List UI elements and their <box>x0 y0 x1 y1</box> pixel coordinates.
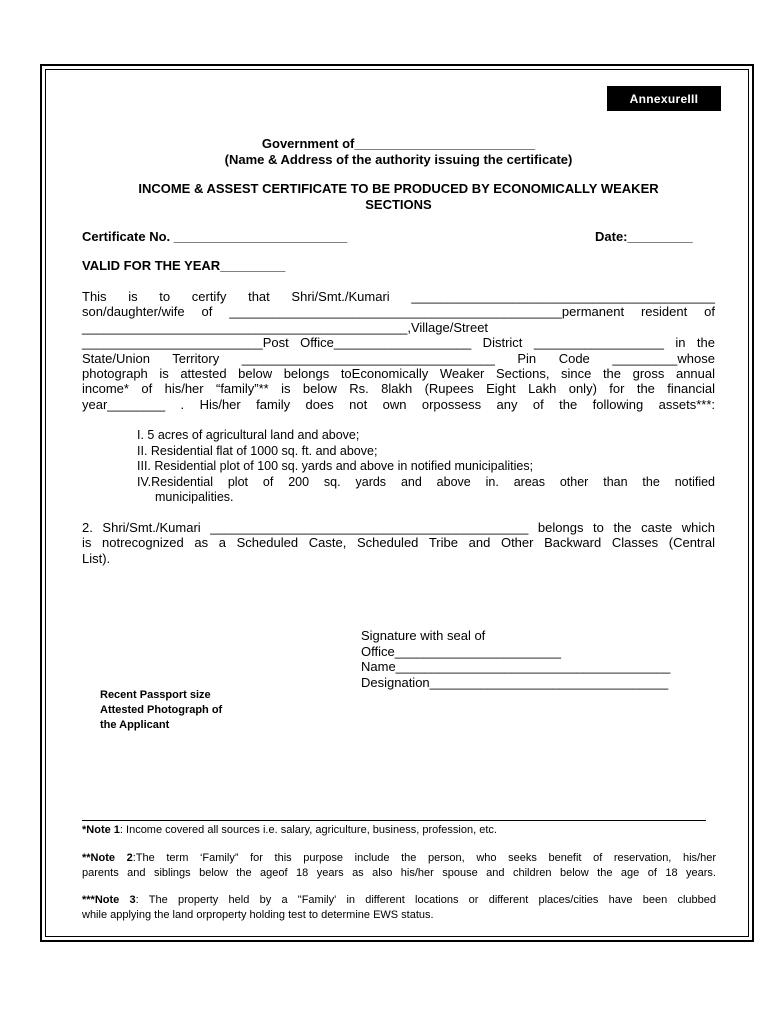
list-item: I. 5 acres of agricultural land and above; <box>137 428 360 442</box>
note-text: while applying the land orproperty holding test to determine EWS status. <box>82 909 434 922</box>
date-field: Date:_________ <box>595 229 693 244</box>
paragraph-line: 2. Shri/Smt./Kumari ____________________________________________ belongs to the caste which <box>82 520 715 535</box>
government-line: Government of_________________________ <box>261 136 536 151</box>
office-field: Office_______________________ <box>361 643 562 659</box>
signature-block <box>361 628 721 690</box>
paragraph-line: photograph is attested below belongs toEconomically Weaker Sections, since the gross annual <box>82 366 715 382</box>
photo-placeholder <box>100 688 222 733</box>
paragraph-line: List). <box>82 550 111 566</box>
note-2 <box>82 851 716 881</box>
caste-paragraph <box>82 520 715 566</box>
note-text: : The property held by a "Family' in different locations or different places/cities have been clubbed <box>135 894 716 906</box>
signature-label: Signature with seal of <box>361 628 486 643</box>
photo-label-line: the Applicant <box>100 719 170 731</box>
certification-paragraph <box>82 289 715 412</box>
note-label: *Note 1 <box>82 824 120 836</box>
paragraph-line: _____________________________________________,Village/Street <box>82 319 489 335</box>
assets-list <box>137 428 715 506</box>
paragraph-line: This is to certify that Shri/Smt./Kumari __________________________________________ <box>82 289 715 304</box>
paragraph-line: income* of his/her “family”** is below Rs. 8lakh (Rupees Eight Lakh only) for the financial <box>82 381 715 397</box>
note-1 <box>82 823 716 838</box>
list-item: II. Residential flat of 1000 sq. ft. and above; <box>137 443 378 458</box>
photo-label-line: Attested Photograph of <box>100 704 223 716</box>
photo-label-line: Recent Passport size <box>100 689 211 701</box>
note-text: parents and siblings below the ageof 18 years as also his/her spouse and children below the age of 18 years. <box>82 867 716 880</box>
certificate-number-field: Certificate No. ________________________ <box>82 229 348 244</box>
note-3 <box>82 893 716 923</box>
designation-field: Designation_________________________________ <box>361 674 669 690</box>
certificate-title-line2: SECTIONS <box>365 197 432 212</box>
paragraph-line: year________ . His/her family does not own orpossess any of the following assets***: <box>82 396 715 412</box>
paragraph-line: _________________________Post Office___________________ District __________________ in the <box>82 335 715 351</box>
valid-year-field: VALID FOR THE YEAR_________ <box>82 258 286 273</box>
paragraph-line: son/daughter/wife of ______________________________________________permanent resident of <box>82 304 715 320</box>
paragraph-line: is notrecognized as a Scheduled Caste, Scheduled Tribe and Other Backward Classes (Central <box>82 535 715 551</box>
annexure-badge: AnnexureIII <box>607 86 721 111</box>
list-item: III. Residential plot of 100 sq. yards and above in notified municipalities; <box>137 459 534 474</box>
list-item-continuation: municipalities. <box>155 490 234 505</box>
name-field: Name______________________________________ <box>361 659 671 675</box>
note-text: :The term ‘Family” for this purpose include the person, who seeks benefit of reservation, his/her <box>132 852 716 864</box>
note-label: **Note 2 <box>82 852 133 864</box>
notes-divider <box>82 820 706 821</box>
note-label: ***Note 3 <box>82 894 136 906</box>
authority-line: (Name & Address of the authority issuing the certificate) <box>224 152 573 167</box>
list-item: IV.Residential plot of 200 sq. yards and above in. areas other than the notified <box>137 474 715 489</box>
paragraph-line: State/Union Territory ___________________________________ Pin Code _________whose <box>82 350 715 366</box>
note-text: : Income covered all sources i.e. salary, agriculture, business, profession, etc. <box>119 824 497 836</box>
certificate-title-line1: INCOME & ASSEST CERTIFICATE TO BE PRODUCED BY ECONOMICALLY WEAKER <box>138 181 659 196</box>
